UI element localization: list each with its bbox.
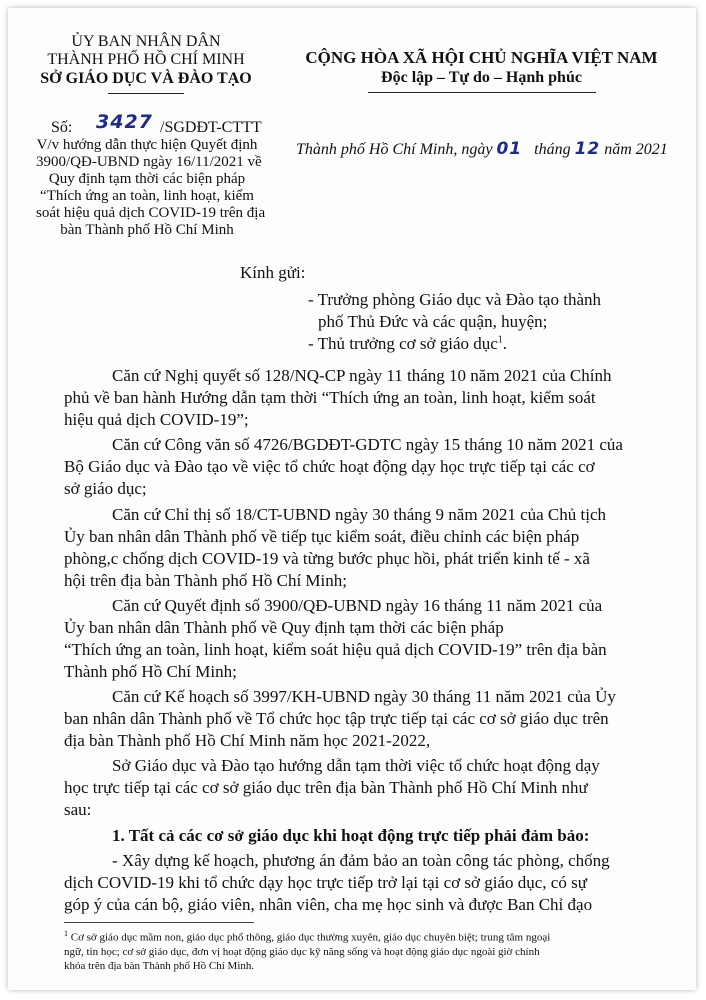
paragraph-line: địa bàn Thành phố Hồ Chí Minh năm học 2021-2022, — [64, 731, 431, 750]
date-year: năm 2021 — [604, 141, 668, 158]
footnote — [64, 927, 550, 973]
paragraph-line: Căn cứ Chỉ thị số 18/CT-UBND ngày 30 tháng 9 năm 2021 của Chủ tịch — [112, 505, 606, 524]
recipient-2-end: . — [502, 334, 508, 353]
org-line-2: THÀNH PHỐ HỒ CHÍ MINH — [47, 51, 245, 68]
national-title: CỘNG HÒA XÃ HỘI CHỦ NGHĨA VIỆT NAM — [305, 48, 658, 67]
footnote-text: Cơ sở giáo dục mầm non, giáo dục phổ thông, giáo dục thường xuyên, giáo dục chuyên biệt; trung tâm ngoại — [70, 931, 551, 944]
footnote-line: khóa trên địa bàn Thành phố Hồ Chí Minh. — [64, 959, 255, 972]
motto-underline — [368, 92, 596, 93]
subject-line: Quy định tạm thời các biện pháp — [48, 171, 246, 187]
paragraph-line: Ủy ban nhân dân Thành phố về tiếp tục kiểm soát, điều chỉnh các biện pháp — [64, 527, 580, 546]
paragraph-line: Căn cứ Nghị quyết số 128/NQ-CP ngày 11 tháng 10 năm 2021 của Chính — [112, 366, 612, 385]
paragraph-line: ban nhân dân Thành phố về Tổ chức học tập trực tiếp tại các cơ sở giáo dục trên — [64, 709, 609, 728]
footnote-separator — [64, 922, 254, 923]
paragraph-line: Bộ Giáo dục và Đào tạo về việc tổ chức hoạt động dạy học trực tiếp tại các cơ — [64, 457, 595, 476]
paragraph-line: sở giáo dục; — [64, 479, 147, 498]
subject-block — [36, 137, 266, 239]
paragraph-line: “Thích ứng an toàn, linh hoạt, kiểm soát hiệu quả dịch COVID-19” trên địa bàn — [64, 640, 607, 659]
date-month-label: tháng — [534, 141, 571, 158]
recipient-1-line-2: phố Thủ Đức và các quận, huyện; — [318, 312, 548, 331]
date-line — [296, 139, 668, 159]
recipient-2-text: - Thủ trưởng cơ sở giáo dục — [308, 334, 498, 353]
paragraph-line: Căn cứ Công văn số 4726/BGDĐT-GDTC ngày 15 tháng 10 năm 2021 của — [112, 435, 623, 454]
date-prefix: Thành phố Hồ Chí Minh, ngày — [296, 141, 493, 158]
footnote-line — [64, 927, 550, 945]
org-line-1: ỦY BAN NHÂN DÂN — [71, 33, 221, 50]
date-month-handwritten: 12 — [574, 139, 601, 159]
subject-line: “Thích ứng an toàn, linh hoạt, kiểm — [40, 188, 254, 204]
paragraph-line: học trực tiếp tại các cơ sở giáo dục trên địa bàn Thành phố Hồ Chí Minh như — [64, 778, 588, 797]
footnote-line: ngữ, tin học; cơ sở giáo dục, đơn vị hoạt động giáo dục kỹ năng sống và hoạt động giáo dục ngoài giờ chính — [64, 945, 540, 958]
section-1-line: dịch COVID-19 khi tổ chức dạy học trực tiếp trở lại tại cơ sở giáo dục, có sự — [64, 873, 587, 892]
org-line-3: SỞ GIÁO DỤC VÀ ĐÀO TẠO — [40, 70, 252, 87]
document-page — [8, 8, 696, 990]
paragraph-line: phòng,c chống dịch COVID-19 và từng bước phục hồi, phát triển kinh tế - xã — [64, 549, 590, 568]
national-motto: Độc lập – Tự do – Hạnh phúc — [381, 69, 582, 86]
org-underline — [108, 93, 184, 94]
section-1-heading: 1. Tất cả các cơ sở giáo dục khi hoạt động trực tiếp phải đảm bảo: — [112, 826, 590, 845]
greeting: Kính gửi: — [240, 263, 306, 282]
recipient-1-line-1: - Trưởng phòng Giáo dục và Đào tạo thành — [308, 290, 602, 309]
footnote-marker: 1 — [64, 929, 68, 938]
paragraph-line: Căn cứ Kế hoạch số 3997/KH-UBND ngày 30 tháng 11 năm 2021 của Ủy — [112, 687, 616, 706]
paragraph-line: phủ về ban hành Hướng dẫn tạm thời “Thích ứng an toàn, linh hoạt, kiểm soát — [64, 388, 596, 407]
recipient-2 — [308, 334, 507, 354]
paragraph-line: Căn cứ Quyết định số 3900/QĐ-UBND ngày 16 tháng 11 năm 2021 của — [112, 596, 603, 615]
subject-line: soát hiệu quả dịch COVID-19 trên địa — [36, 205, 266, 221]
paragraph-line: hội trên địa bàn Thành phố Hồ Chí Minh; — [64, 571, 347, 590]
paragraph-line: Sở Giáo dục và Đào tạo hướng dẫn tạm thời việc tổ chức hoạt động dạy — [112, 756, 600, 775]
section-1-line: góp ý của cán bộ, giáo viên, nhân viên, cha mẹ học sinh và được Ban Chỉ đạo — [64, 895, 593, 914]
footnote-ref: 1 — [497, 334, 503, 346]
date-day-handwritten: 01 — [496, 139, 523, 159]
paragraph-line: Ủy ban nhân dân Thành phố về Quy định tạm thời các biện pháp — [64, 618, 504, 637]
paragraph-line: hiệu quả dịch COVID-19”; — [64, 410, 249, 429]
paragraph-line: Thành phố Hồ Chí Minh; — [64, 662, 237, 681]
paragraph-line: sau: — [64, 800, 92, 819]
subject-line: 3900/QĐ-UBND ngày 16/11/2021 về — [36, 154, 262, 170]
number-suffix: /SGDĐT-CTTT — [160, 119, 262, 136]
subject-line: V/v hướng dẫn thực hiện Quyết định — [36, 137, 258, 153]
number-prefix: Số: — [51, 119, 73, 136]
document-number-handwritten: 3427 — [96, 111, 153, 133]
subject-line: bàn Thành phố Hồ Chí Minh — [60, 222, 234, 238]
section-1-line: - Xây dựng kế hoạch, phương án đảm bảo an toàn công tác phòng, chống — [112, 851, 610, 870]
